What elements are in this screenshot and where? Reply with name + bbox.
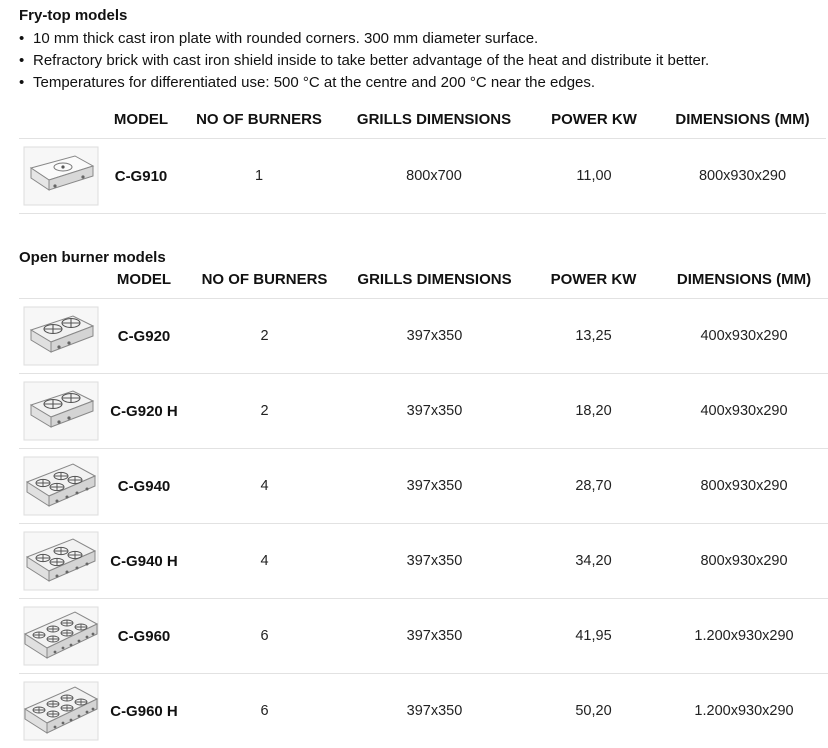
- burners-cell: 6: [187, 674, 342, 748]
- table-header-row: [19, 260, 828, 299]
- four-burner-range-icon: [23, 531, 99, 591]
- grills-cell: 397x350: [342, 599, 527, 674]
- header-model: MODEL: [101, 260, 187, 299]
- feature-text: Temperatures for differentiated use: 500 °C at the centre and 200 °C near the edges.: [33, 74, 595, 91]
- two-burner-range-icon: [23, 381, 99, 441]
- power-cell: 13,25: [527, 299, 660, 374]
- product-image-cell: [19, 374, 101, 449]
- header-burners: NO OF BURNERS: [187, 260, 342, 299]
- power-cell: 34,20: [527, 524, 660, 599]
- power-cell: 28,70: [527, 449, 660, 524]
- table-row: [19, 449, 828, 524]
- header-grills: GRILLS DIMENSIONS: [339, 100, 529, 139]
- four-burner-range-icon: [23, 456, 99, 516]
- burners-cell: 6: [187, 599, 342, 674]
- feature-text: Refractory brick with cast iron shield inside to take better advantage of the heat and distribute it better.: [33, 52, 709, 69]
- dimensions-cell: 400x930x290: [660, 299, 828, 374]
- header-image: [19, 100, 103, 139]
- six-burner-range-icon: [23, 606, 99, 666]
- feature-bullet: [19, 50, 709, 72]
- open-burner-section-title: Open burner models: [19, 249, 166, 266]
- header-burners: NO OF BURNERS: [179, 100, 339, 139]
- model-cell: C-G920 H: [101, 374, 187, 449]
- burners-cell: 2: [187, 299, 342, 374]
- burners-cell: 4: [187, 449, 342, 524]
- table-row: [19, 599, 828, 674]
- burners-cell: 1: [179, 139, 339, 214]
- six-burner-range-icon: [23, 681, 99, 741]
- fry-top-table: [19, 100, 826, 214]
- product-image-cell: [19, 599, 101, 674]
- bullet-dot-icon: •: [19, 28, 33, 50]
- power-cell: 11,00: [529, 139, 659, 214]
- model-cell: C-G920: [101, 299, 187, 374]
- dimensions-cell: 800x930x290: [660, 449, 828, 524]
- table-row: [19, 524, 828, 599]
- table-row: [19, 299, 828, 374]
- model-cell: C-G940 H: [101, 524, 187, 599]
- grills-cell: 397x350: [342, 449, 527, 524]
- dimensions-cell: 1.200x930x290: [660, 599, 828, 674]
- product-image-cell: [19, 524, 101, 599]
- model-cell: C-G960 H: [101, 674, 187, 748]
- dimensions-cell: 400x930x290: [660, 374, 828, 449]
- header-model: MODEL: [103, 100, 179, 139]
- bullet-dot-icon: •: [19, 72, 33, 94]
- table-row: [19, 139, 826, 214]
- power-cell: 50,20: [527, 674, 660, 748]
- grills-cell: 397x350: [342, 674, 527, 748]
- product-image-cell: [19, 139, 103, 214]
- fry-top-section-title: Fry-top models: [19, 7, 127, 24]
- header-grills: GRILLS DIMENSIONS: [342, 260, 527, 299]
- fry-top-feature-list: [19, 28, 709, 94]
- feature-bullet: [19, 28, 709, 50]
- feature-bullet: [19, 72, 709, 94]
- product-image-cell: [19, 674, 101, 748]
- feature-text: 10 mm thick cast iron plate with rounded corners. 300 mm diameter surface.: [33, 30, 538, 47]
- grills-cell: 397x350: [342, 299, 527, 374]
- two-burner-range-icon: [23, 306, 99, 366]
- dimensions-cell: 1.200x930x290: [660, 674, 828, 748]
- power-cell: 18,20: [527, 374, 660, 449]
- header-dimensions: DIMENSIONS (MM): [659, 100, 826, 139]
- product-image-cell: [19, 299, 101, 374]
- model-cell: C-G940: [101, 449, 187, 524]
- header-power: POWER KW: [527, 260, 660, 299]
- header-image: [19, 260, 101, 299]
- header-dimensions: DIMENSIONS (MM): [660, 260, 828, 299]
- power-cell: 41,95: [527, 599, 660, 674]
- table-row: [19, 374, 828, 449]
- dimensions-cell: 800x930x290: [659, 139, 826, 214]
- grills-cell: 397x350: [342, 374, 527, 449]
- burners-cell: 2: [187, 374, 342, 449]
- dimensions-cell: 800x930x290: [660, 524, 828, 599]
- model-cell: C-G910: [103, 139, 179, 214]
- bullet-dot-icon: •: [19, 50, 33, 72]
- grills-cell: 800x700: [339, 139, 529, 214]
- model-cell: C-G960: [101, 599, 187, 674]
- fry-top-appliance-icon: [23, 146, 99, 206]
- table-row: [19, 674, 828, 748]
- grills-cell: 397x350: [342, 524, 527, 599]
- header-power: POWER KW: [529, 100, 659, 139]
- open-burner-table: [19, 260, 828, 748]
- burners-cell: 4: [187, 524, 342, 599]
- product-image-cell: [19, 449, 101, 524]
- table-header-row: [19, 100, 826, 139]
